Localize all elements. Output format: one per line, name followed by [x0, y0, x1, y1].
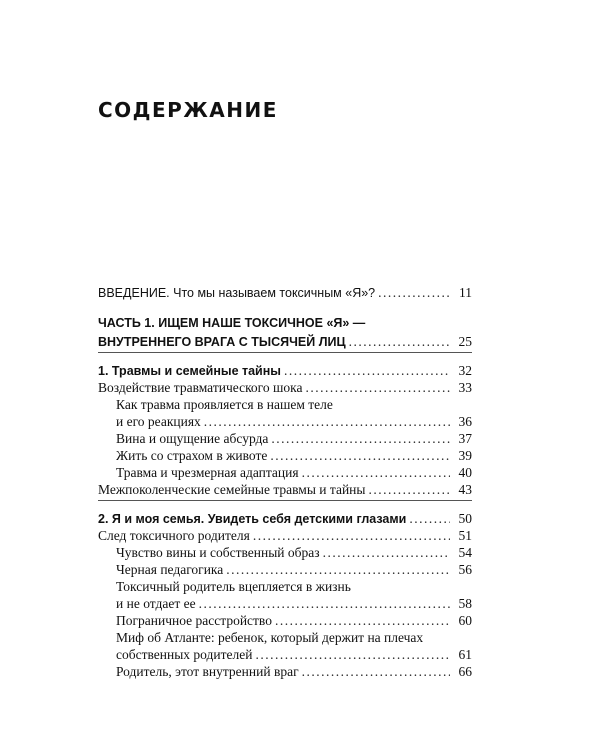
toc-entry[interactable]	[116, 464, 472, 481]
toc-entry[interactable]	[116, 663, 472, 680]
toc-entry[interactable]	[98, 481, 472, 498]
leader-dots	[253, 527, 450, 544]
leader-dots	[302, 464, 450, 481]
page-number: 56	[458, 562, 472, 577]
leader-dots	[368, 481, 450, 498]
toc-entry-chapter-2[interactable]	[98, 510, 472, 528]
page-number: 40	[458, 465, 472, 480]
toc-entry-text: ВНУТРЕННЕГО ВРАГА С ТЫСЯЧЕЙ ЛИЦ	[98, 335, 346, 349]
page-number: 54	[458, 545, 472, 560]
toc-entry[interactable]	[116, 595, 472, 612]
page-number: 60	[458, 613, 472, 628]
toc-entry[interactable]	[116, 544, 472, 561]
toc-entry-text: 1. Травмы и семейные тайны	[98, 364, 281, 378]
page-number: 66	[458, 664, 472, 679]
page-number: 32	[458, 363, 472, 378]
toc-entry[interactable]	[116, 413, 472, 430]
toc-entry-text: След токсичного родителя	[98, 528, 250, 543]
leader-dots	[302, 663, 450, 680]
toc-entry-text: Межпоколенческие семейные травмы и тайны	[98, 482, 366, 497]
page-number: 39	[458, 448, 472, 463]
toc-entry-line1[interactable]: Как травма проявляется в нашем теле	[116, 397, 333, 412]
page-number: 33	[458, 380, 472, 395]
toc-entry-line1[interactable]: Токсичный родитель вцепляется в жизнь	[116, 579, 351, 594]
page-number: 50	[458, 511, 472, 526]
toc-entry[interactable]	[98, 527, 472, 544]
toc-entry-text: Травма и чрезмерная адаптация	[116, 465, 299, 480]
leader-dots	[306, 379, 450, 396]
leader-dots	[271, 430, 450, 447]
toc-entry-text: Родитель, этот внутренний враг	[116, 664, 299, 679]
leader-dots	[349, 333, 450, 350]
leader-dots	[270, 447, 450, 464]
toc-entry-text: Пограничное расстройство	[116, 613, 272, 628]
page-number: 43	[458, 482, 472, 497]
page-title: СОДЕРЖАНИЕ	[98, 98, 278, 122]
page-number: 25	[458, 334, 472, 349]
toc-entry[interactable]	[98, 379, 472, 396]
leader-dots	[204, 413, 450, 430]
page-number: 61	[458, 647, 472, 662]
toc-entry-text: и его реакциях	[116, 414, 201, 429]
toc-entry-text: Черная педагогика	[116, 562, 224, 577]
toc-entry[interactable]	[116, 430, 472, 447]
page-number: 36	[458, 414, 472, 429]
part-1-heading-line1[interactable]: ЧАСТЬ 1. ИЩЕМ НАШЕ ТОКСИЧНОЕ «Я» —	[98, 316, 366, 330]
toc-entry-text: собственных родителей	[116, 647, 253, 662]
leader-dots	[378, 284, 450, 301]
toc-entry-intro[interactable]	[98, 284, 472, 302]
leader-dots	[199, 595, 450, 612]
toc-entry[interactable]	[116, 561, 472, 578]
page-number: 11	[459, 285, 472, 300]
toc-entry-part-1[interactable]	[98, 333, 472, 351]
toc-entry[interactable]	[116, 447, 472, 464]
toc-entry[interactable]	[116, 646, 472, 663]
leader-dots	[323, 544, 450, 561]
toc-entry-text: 2. Я и моя семья. Увидеть себя детскими глазами	[98, 512, 407, 526]
divider-rule	[98, 352, 472, 353]
toc-entry-line1[interactable]: Миф об Атланте: ребенок, который держит на плечах	[116, 630, 424, 645]
toc-entry[interactable]	[116, 612, 472, 629]
leader-dots	[409, 510, 450, 527]
leader-dots	[255, 646, 450, 663]
page-number: 58	[458, 596, 472, 611]
toc-entry-text: ВВЕДЕНИЕ. Что мы называем токсичным «Я»?	[98, 286, 376, 300]
toc-entry-text: и не отдает ее	[116, 596, 196, 611]
toc-entry-text: Воздействие травматического шока	[98, 380, 303, 395]
toc-entry-text: Жить со страхом в животе	[116, 448, 268, 463]
leader-dots	[275, 612, 450, 629]
toc-entry-text: Чувство вины и собственный образ	[116, 545, 320, 560]
page-number: 51	[458, 528, 472, 543]
toc-entry-chapter-1[interactable]	[98, 362, 472, 380]
toc-entry-text: Вина и ощущение абсурда	[116, 431, 269, 446]
leader-dots	[284, 362, 450, 379]
page-number: 37	[458, 431, 472, 446]
divider-rule	[98, 500, 472, 501]
leader-dots	[226, 561, 450, 578]
